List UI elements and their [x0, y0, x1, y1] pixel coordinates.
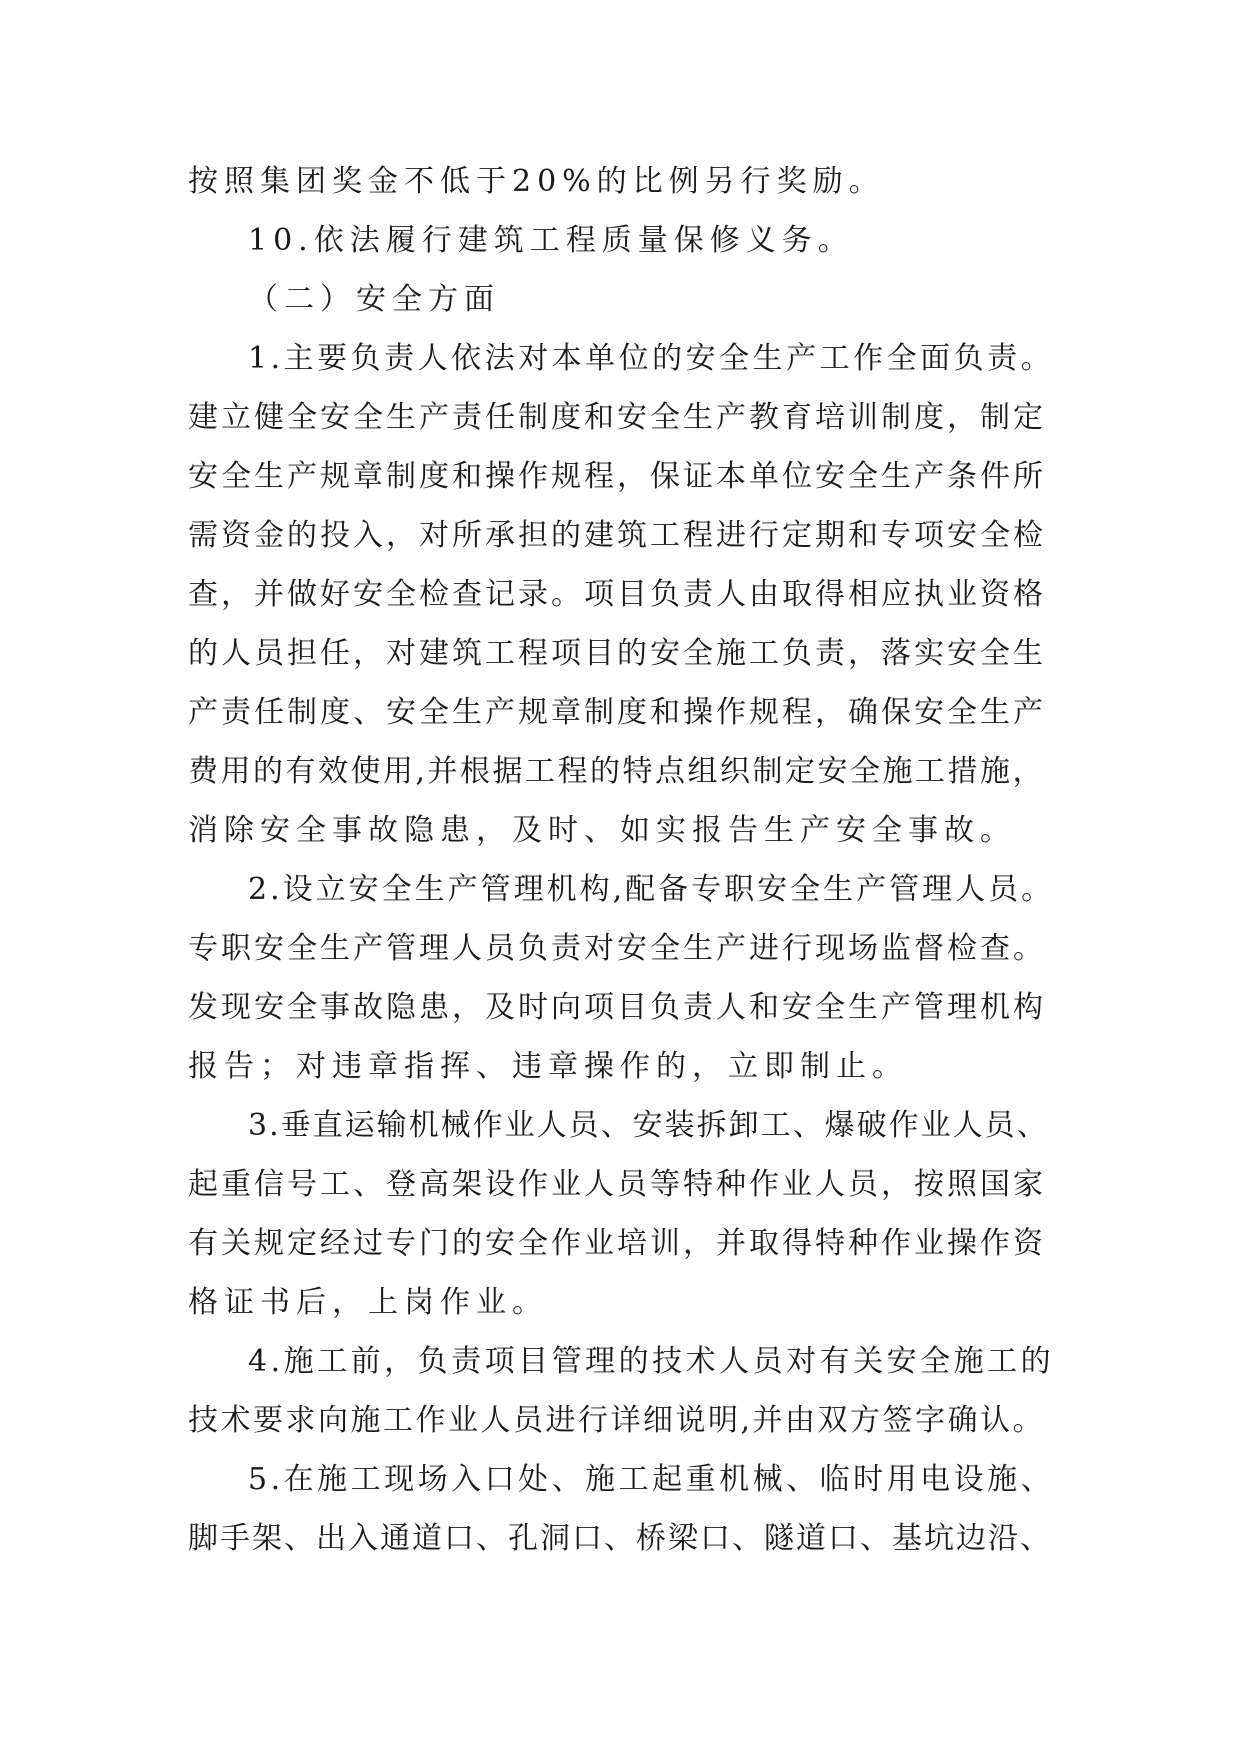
text-line: 起重信号工、登高架设作业人员等特种作业人员，按照国家: [188, 1167, 1046, 1202]
text-line: 有关规定经过专门的安全作业培训，并取得特种作业操作资: [188, 1226, 1046, 1261]
text-line: 专职安全生产管理人员负责对安全生产进行现场监督检查。: [188, 931, 1046, 966]
text-line: 10.依法履行建筑工程质量保修义务。: [248, 223, 854, 258]
text-line: 费用的有效使用,并根据工程的特点组织制定安全施工措施，: [188, 754, 1046, 789]
text-line: 脚手架、出入通道口、孔洞口、桥梁口、隧道口、基坑边沿、: [188, 1521, 1052, 1556]
text-line: 安全生产规章制度和操作规程，保证本单位安全生产条件所: [188, 459, 1046, 494]
text-line: 发现安全事故隐患，及时向项目负责人和安全生产管理机构: [188, 990, 1046, 1025]
text-line: 1.主要负责人依法对本单位的安全生产工作全面负责。: [248, 341, 1055, 376]
text-line: 3.垂直运输机械作业人员、安装拆卸工、爆破作业人员、: [248, 1108, 1049, 1143]
section-heading: （二）安全方面: [248, 282, 500, 317]
text-line: 技术要求向施工作业人员进行详细说明,并由双方签字确认。: [188, 1403, 1046, 1438]
text-line: 建立健全安全生产责任制度和安全生产教育培训制度，制定: [188, 400, 1046, 435]
text-line: 查，并做好安全检查记录。项目负责人由取得相应执业资格: [188, 577, 1046, 612]
text-line: 的人员担任，对建筑工程项目的安全施工负责，落实安全生: [188, 636, 1046, 671]
text-line: 报告；对违章指挥、违章操作的，立即制止。: [188, 1049, 908, 1084]
text-line: 2.设立安全生产管理机构,配备专职安全生产管理人员。: [248, 872, 1055, 907]
text-line: 5.在施工现场入口处、施工起重机械、临时用电设施、: [248, 1462, 1055, 1497]
text-line: 需资金的投入，对所承担的建筑工程进行定期和专项安全检: [188, 518, 1046, 553]
text-line: 4.施工前，负责项目管理的技术人员对有关安全施工的: [248, 1344, 1055, 1379]
text-line: 消除安全事故隐患，及时、如实报告生产安全事故。: [188, 813, 1016, 848]
text-line: 按照集团奖金不低于20%的比例另行奖励。: [188, 164, 885, 199]
text-line: 产责任制度、安全生产规章制度和操作规程，确保安全生产: [188, 695, 1046, 730]
document-body: [188, 152, 1058, 1568]
text-line: 格证书后，上岗作业。: [188, 1285, 548, 1320]
